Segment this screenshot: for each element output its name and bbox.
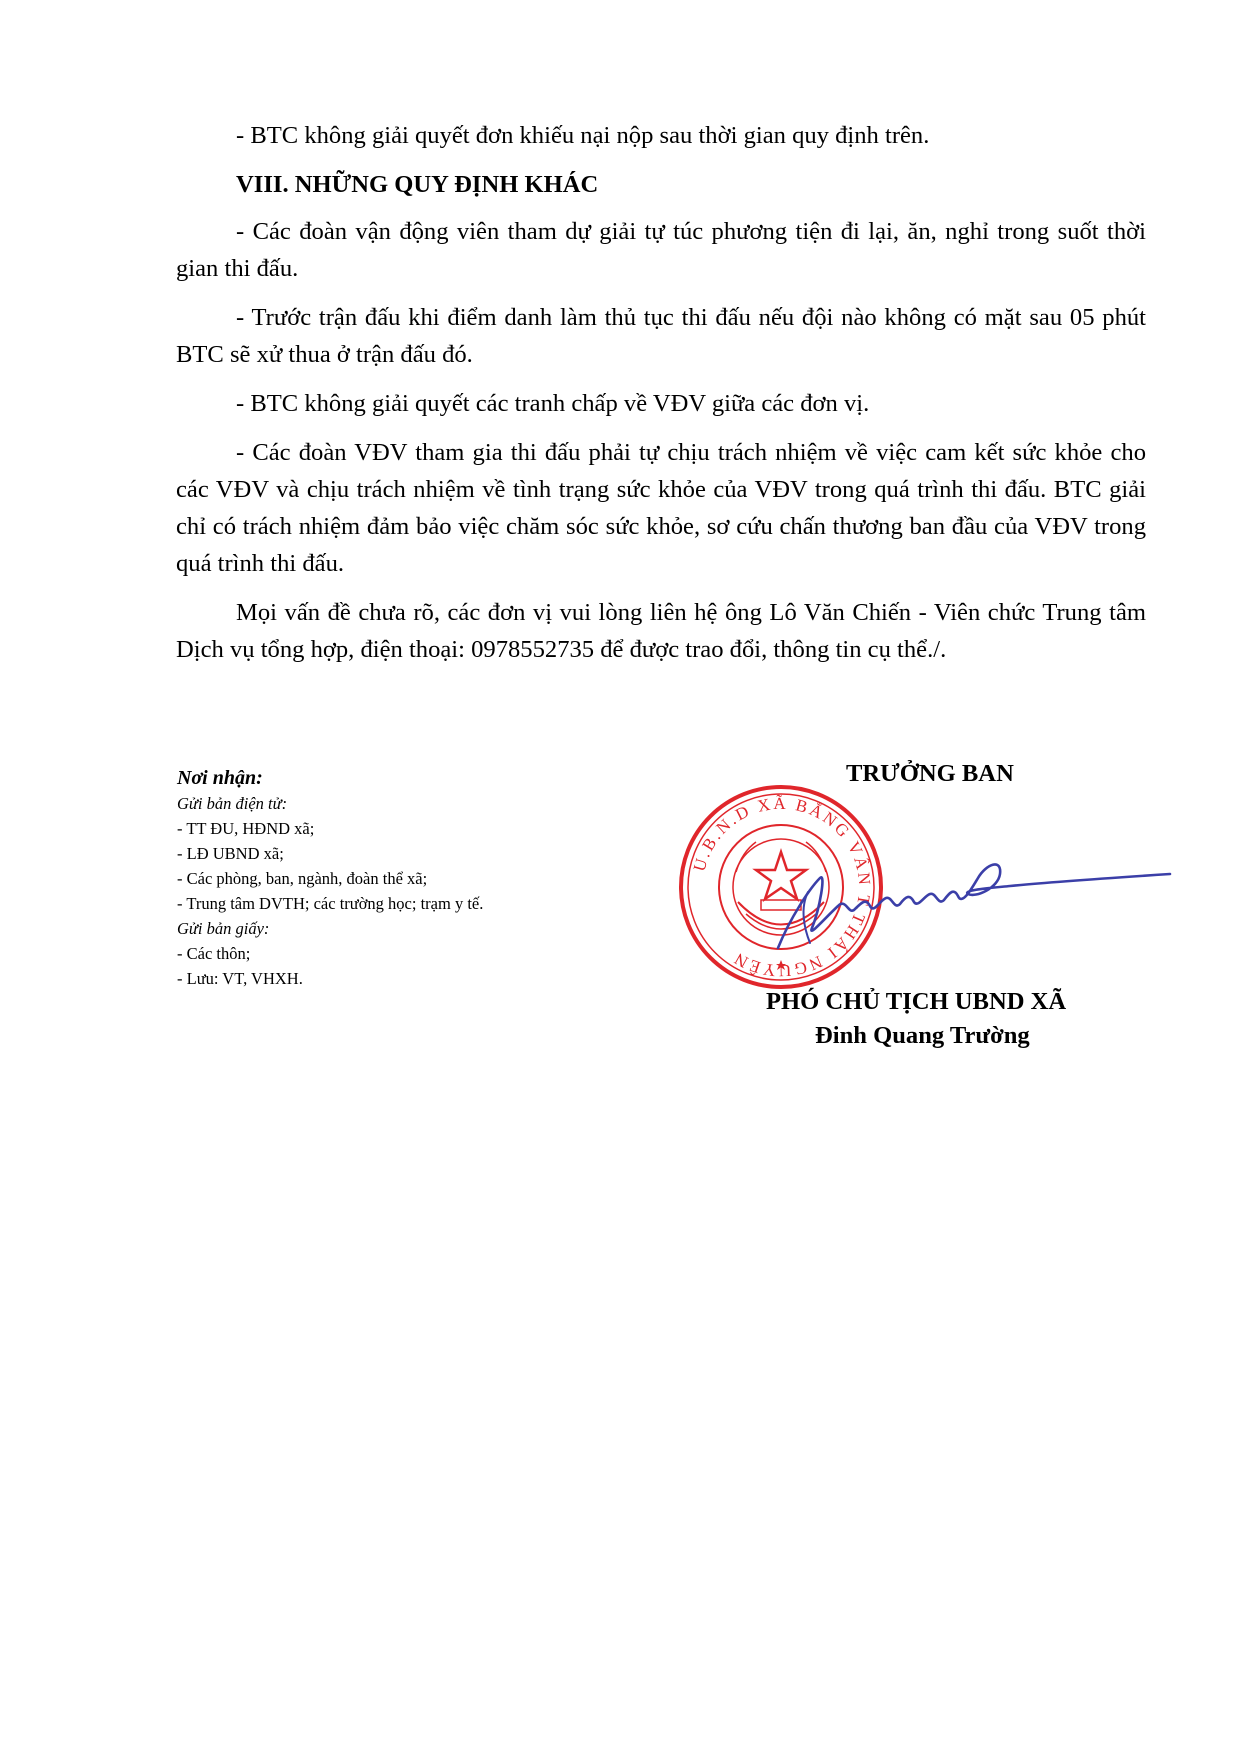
recipient-item: - Các phòng, ban, ngành, đoàn thể xã; — [177, 869, 428, 888]
recipient-item: - Các thôn; — [177, 944, 251, 963]
handwritten-signature — [750, 848, 1210, 958]
signer-name: Đinh Quang Trường — [815, 1022, 1030, 1049]
paper-copy-label: Gửi bản giấy: — [177, 919, 270, 938]
recipients-title: Nơi nhận: — [177, 767, 263, 789]
seal-text: U.B.N.D XÃ BẰNG VÂN T.THÁI NGUYÊN — [689, 793, 875, 981]
recipient-item: - LĐ UBND xã; — [177, 844, 284, 863]
paragraph-self-transport: - Các đoàn vận động viên tham dự giải tự túc phương tiện đi lại, ăn, nghỉ trong suốt thời gian thi đấu. — [176, 218, 1146, 282]
signer-role: PHÓ CHỦ TỊCH UBND XÃ — [766, 988, 1067, 1015]
electronic-copy-label: Gửi bản điện tử: — [177, 794, 288, 813]
paragraph-disputes: - BTC không giải quyết các tranh chấp về VĐV giữa các đơn vị. — [236, 390, 870, 417]
document-body — [176, 117, 1146, 680]
paragraph-complaint-deadline: - BTC không giải quyết đơn khiếu nại nộp sau thời gian quy định trên. — [236, 122, 930, 149]
recipient-item: - Trung tâm DVTH; các trường học; trạm y tế. — [177, 894, 484, 913]
recipients-block — [177, 765, 483, 991]
paragraph-contact: Mọi vấn đề chưa rõ, các đơn vị vui lòng liên hệ ông Lô Văn Chiến - Viên chức Trung tâm Dịch vụ tổng hợp, điện thoại: 0978552735 để được trao đổi, thông tin cụ thể./. — [176, 599, 1146, 663]
section-heading: VIII. NHỮNG QUY ĐỊNH KHÁC — [236, 171, 599, 198]
paragraph-health-responsibility: - Các đoàn VĐV tham gia thi đấu phải tự chịu trách nhiệm về việc cam kết sức khỏe cho các VĐV và chịu trách nhiệm về tình trạng sức khỏe của VĐV trong quá trình thi đấu. BTC giải chỉ có trách nhiệm đảm bảo việc chăm sóc sức khỏe, sơ cứu chấn thương ban đầu của VĐV trong quá trình thi đấu. — [176, 439, 1146, 577]
paragraph-roll-call: - Trước trận đấu khi điểm danh làm thủ tục thi đấu nếu đội nào không có mặt sau 05 phút BTC sẽ xử thua ở trận đấu đó. — [176, 304, 1146, 368]
signer-title: TRƯỞNG BAN — [846, 760, 1014, 787]
recipient-item: - Lưu: VT, VHXH. — [177, 969, 303, 988]
signature-block — [680, 760, 1220, 1060]
recipient-item: - TT ĐU, HĐND xã; — [177, 819, 315, 838]
